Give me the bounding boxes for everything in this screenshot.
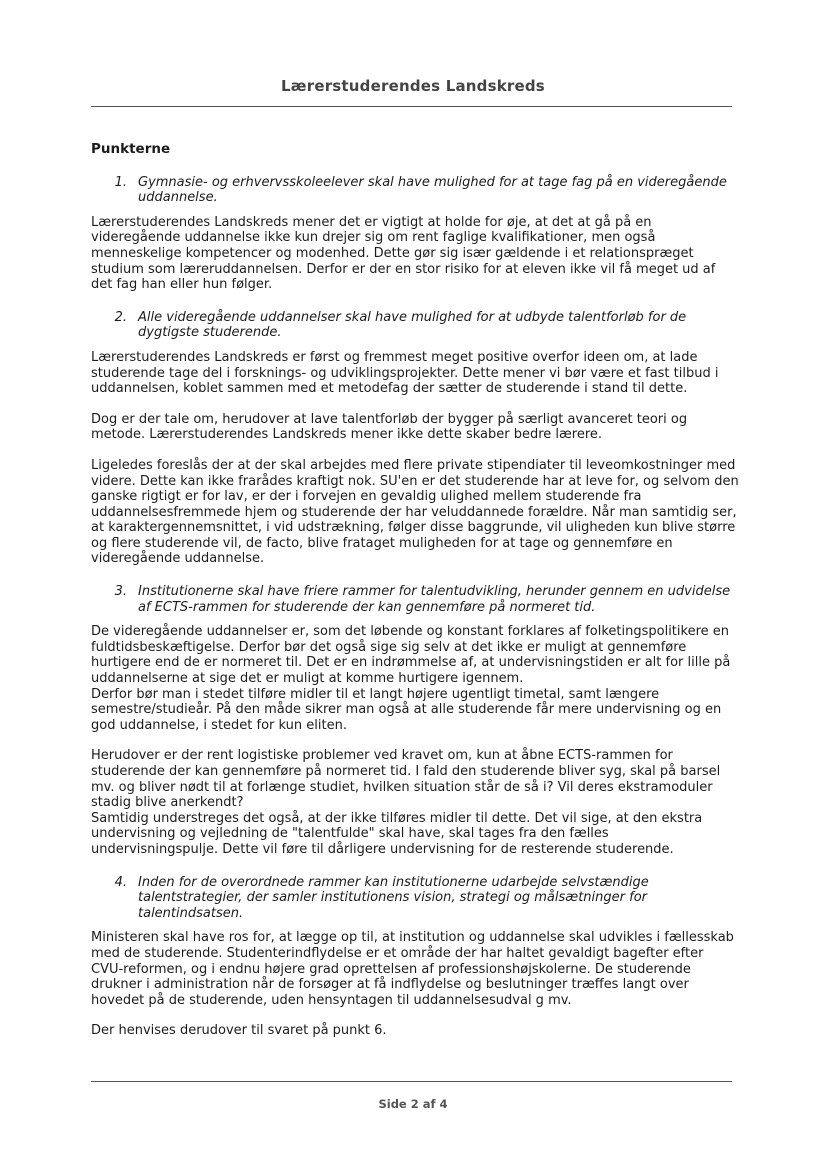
point-2-text: Alle videregående uddannelser skal have mulighed for at udbyde talentforløb for de dygtigste studerende. — [138, 309, 687, 341]
document-header-title: Lærerstuderendes Landskreds — [281, 77, 545, 95]
point-4-heading — [91, 875, 739, 922]
page-number: Side 2 af 4 — [378, 1097, 448, 1111]
point-2-heading — [91, 310, 739, 341]
section-title: Punkterne — [91, 141, 171, 157]
header-rule — [91, 106, 732, 107]
point-3-paragraph-1: De videregående uddannelser er, som det løbende og konstant forklares af folketingspolitikere en fuldtidsbeskæftigelse. Derfor bør det også sige sig selv at det ikke er muligt at gennemføre hurtigere end de er normeret til. Det er en indrømmelse af, at undervisningstiden er alt for lille på uddannelserne at sige det er muligt at komme hurtigere igennem. Derfor bør man i stedet tilføre midler til et langt højere ugentligt timetal, samt længere semestre/studieår. På den måde sikrer man også at alle studerende får mere undervisning og en god uddannelse, i stedet for kun eliten. — [91, 624, 731, 733]
point-1-heading — [91, 175, 739, 206]
point-4-paragraph-1: Ministeren skal have ros for, at lægge op til, at institution og uddannelse skal udvikles i fællesskab med de studerende. Studenterindflydelse er et område der har haltet gevaldigt bagefter efter CVU-reformen, og i endnu højere grad oprettelsen af professionshøjskolerne. De studerende drukner i administration når de forsøger at få indflydelse og beslutninger træffes langt over hovedet på de studerende, uden hensyntagen til uddannelsesudval g mv. — [91, 930, 734, 1008]
point-2-paragraph-3: Ligeledes foreslås der at der skal arbejdes med flere private stipendiater til leveomkostninger med videre. Dette kan ikke frarådes kraftigt nok. SU'en er det studerende har at leve for, og selvom den ganske rigtigt er for lav, er der i forvejen en gevaldig ulighed mellem studerende fra uddannelsesfremmede hjem og studerende der har veluddannede forældre. Når man samtidig ser, at karaktergennemsnittet, i vid udstrækning, følger disse baggrunde, vil uligheden kun blive større og flere studerende vil, de facto, blive frataget muligheden for at tage og gennemføre en videregående uddannelse. — [91, 457, 739, 567]
point-1-number: 1. — [114, 174, 127, 190]
point-2-paragraph-2: Dog er der tale om, herudover at lave talentforløb der bygger på særligt avanceret teori og metode. Lærerstuderendes Landskreds mener ikke dette skaber bedre lærere. — [91, 411, 688, 443]
point-3-number: 3. — [114, 584, 127, 600]
point-2-paragraph-1: Lærerstuderendes Landskreds er først og fremmest meget positive overfor ideen om, at lade studerende tage del i forsknings- og udviklingsprojekter. Dette mener vi bør være et fast tilbud i uddannelsen, koblet sammen med et metodefag der sætter de studerende i stand til dette. — [91, 349, 719, 397]
point-1-text: Gymnasie- og erhvervsskoleelever skal have mulighed for at tage fag på en videregående uddannelse. — [138, 174, 727, 206]
point-4-number: 4. — [114, 874, 127, 890]
point-2-number: 2. — [114, 309, 127, 325]
point-4-text: Inden for de overordnede rammer kan institutionerne udarbejde selvstændige talentstrategier, der samler institutionens vision, strategi og målsætninger for talentindsatsen. — [138, 874, 649, 921]
footer-rule — [91, 1081, 732, 1082]
point-3-text: Institutionerne skal have friere rammer for talentudvikling, herunder gennem en udvidelse af ECTS-rammen for studerende der kan gennemføre på normeret tid. — [138, 584, 731, 615]
point-1-paragraph-1: Lærerstuderendes Landskreds mener det er vigtigt at holde for øje, at det at gå på en videregående uddannelse ikke kun drejer sig om rent faglige kvalifikationer, men også menneskelige kompetencer og modenhed. Dette gør sig især gældende i et relationspræget studium som læreruddannelsen. Derfor er der en stor risiko for at eleven ikke vil få meget ud af det fag han eller hun følger. — [91, 214, 716, 293]
document-body — [91, 142, 739, 1039]
point-3-paragraph-2: Herudover er der rent logistiske problemer ved kravet om, kun at åbne ECTS-rammen for studerende der kan gennemføre på normeret tid. I fald den studerende bliver syg, skal på barsel mv. og bliver nødt til at forlænge studiet, hvilken situation står de så i? Vil deres ekstramoduler stadig blive anerkendt? Samtidig understreges det også, at der ikke tilføres midler til dette. Det vil sige, at den ekstra undervisning og vejledning de "talentfulde" skal have, skal tages fra den fælles undervisningspulje. Dette vil føre til dårligere undervisning for de resterende studerende. — [91, 748, 721, 857]
point-4-paragraph-2: Der henvises derudover til svaret på punkt 6. — [91, 1023, 387, 1039]
point-3-heading — [91, 584, 739, 615]
